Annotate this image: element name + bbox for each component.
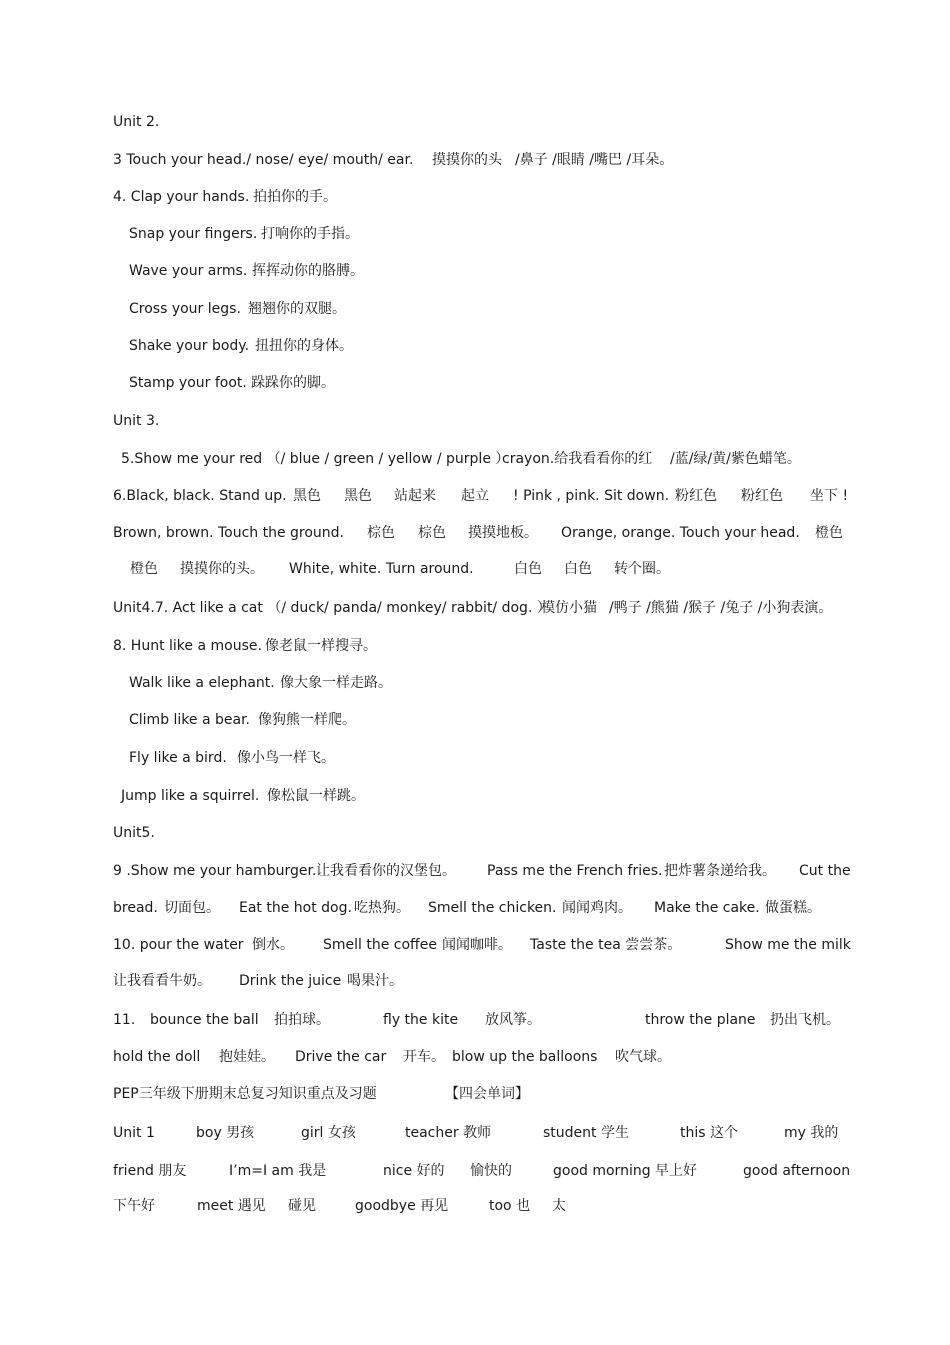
text-segment: meet 遇见 — [197, 1198, 266, 1214]
text-segment: my 我的 — [784, 1125, 839, 1141]
text-segment: 起立 — [461, 488, 489, 504]
text-segment: 开车。 — [403, 1049, 445, 1065]
text-segment: 下午好 — [113, 1198, 155, 1214]
text-segment: 摸摸你的头 — [432, 152, 502, 168]
text-segment: 4. Clap your hands. — [113, 189, 250, 205]
text-segment: ! Pink , pink. Sit down. — [513, 488, 670, 504]
text-segment: Taste the tea 尝尝茶。 — [530, 937, 682, 953]
text-segment: too 也 — [489, 1198, 531, 1214]
text-line — [0, 111, 950, 133]
text-segment: girl 女孩 — [301, 1125, 356, 1141]
text-segment: 碰见 — [288, 1198, 316, 1214]
text-segment: 太 — [552, 1198, 566, 1214]
text-segment: Brown, brown. Touch the ground. — [113, 525, 345, 541]
text-segment: 模仿小猫 — [541, 600, 597, 616]
text-segment: 打响你的手指。 — [261, 226, 359, 242]
text-segment: 抱娃娃。 — [219, 1049, 275, 1065]
text-line — [0, 970, 950, 992]
text-segment: 翘翘你的双腿。 — [248, 301, 346, 317]
text-segment: PEP三年级下册期末总复习知识重点及习题 — [113, 1086, 377, 1102]
text-line — [0, 186, 950, 208]
text-segment: 5.Show me your red （/ blue / green / yellow / purple ） — [121, 451, 510, 467]
text-line — [0, 747, 950, 769]
text-line — [0, 223, 950, 245]
text-segment: Jump like a squirrel. — [121, 788, 260, 804]
text-segment: 11. — [113, 1012, 136, 1028]
text-segment: student 学生 — [543, 1125, 629, 1141]
text-segment: 切面包。 — [164, 900, 220, 916]
text-segment: throw the plane — [645, 1012, 756, 1028]
text-segment: Drive the car — [295, 1049, 387, 1065]
text-segment: 摸摸地板。 — [468, 525, 538, 541]
text-segment: 【四会单词】 — [445, 1086, 529, 1102]
text-line — [0, 335, 950, 357]
text-segment: Walk like a elephant. — [129, 675, 275, 691]
text-segment: 挥挥动你的胳膊。 — [252, 263, 364, 279]
text-line — [0, 1160, 950, 1182]
text-segment: 吃热狗。 — [354, 900, 410, 916]
text-segment: Smell the coffee — [323, 937, 437, 953]
text-segment: this 这个 — [680, 1125, 738, 1141]
text-line — [0, 410, 950, 432]
text-segment: 闻闻鸡肉。 — [562, 900, 632, 916]
text-segment: 像狗熊一样爬。 — [258, 712, 356, 728]
text-segment: Unit4.7. Act like a cat （/ duck/ panda/ monkey/ rabbit/ dog. ） — [113, 600, 551, 616]
text-segment: 做蛋糕。 — [765, 900, 821, 916]
text-line — [0, 709, 950, 731]
text-segment: teacher 教师 — [405, 1125, 492, 1141]
text-line — [0, 149, 950, 171]
text-segment: 跺跺你的脚。 — [251, 375, 335, 391]
text-segment: 白色 — [514, 561, 542, 577]
text-segment: Stamp your foot. — [129, 375, 247, 391]
text-segment: 倒水。 — [252, 937, 294, 953]
text-segment: 棕色 — [367, 525, 395, 541]
text-segment: Unit 3. — [113, 413, 160, 429]
text-segment: Cross your legs. — [129, 301, 241, 317]
text-line — [0, 485, 950, 507]
text-line — [0, 448, 950, 470]
text-line — [0, 260, 950, 282]
text-segment: 把炸薯条递给我。 — [664, 863, 776, 879]
text-segment: Pass me the French fries. — [487, 863, 663, 879]
text-line — [0, 672, 950, 694]
text-line — [0, 897, 950, 919]
text-segment: 10. pour the water — [113, 937, 244, 953]
text-segment: 喝果汁。 — [347, 973, 403, 989]
text-segment: 吹气球。 — [615, 1049, 671, 1065]
text-segment: 粉红色 — [675, 488, 717, 504]
text-segment: 愉快的 — [470, 1163, 512, 1179]
text-segment: 像小鸟一样飞。 — [237, 750, 335, 766]
text-segment: I’m=I am 我是 — [229, 1163, 327, 1179]
text-segment: Shake your body. — [129, 338, 250, 354]
text-line — [0, 372, 950, 394]
text-segment: Eat the hot dog. — [239, 900, 352, 916]
text-segment: 棕色 — [418, 525, 446, 541]
text-segment: blow up the balloons — [452, 1049, 598, 1065]
text-segment: nice 好的 — [383, 1163, 445, 1179]
text-segment: Drink the juice — [239, 973, 342, 989]
text-segment: 3 Touch your head./ nose/ eye/ mouth/ ear. — [113, 152, 414, 168]
text-line — [0, 934, 950, 956]
text-segment: /蓝/绿/黄/紫色蜡笔。 — [670, 451, 801, 467]
text-segment: 白色 — [564, 561, 592, 577]
text-segment: 像松鼠一样跳。 — [267, 788, 365, 804]
text-segment: 站起来 — [394, 488, 436, 504]
text-line — [0, 1195, 950, 1217]
text-segment: 黑色 — [293, 488, 321, 504]
text-segment: Wave your arms. — [129, 263, 248, 279]
text-line — [0, 1122, 950, 1144]
text-line — [0, 558, 950, 580]
text-segment: 让我看看牛奶。 — [113, 973, 211, 989]
text-segment: good morning 早上好 — [553, 1163, 698, 1179]
text-segment: /鸭子 /熊猫 /猴子 /兔子 /小狗表演。 — [609, 600, 833, 616]
text-segment: 扭扭你的身体。 — [255, 338, 353, 354]
text-line — [0, 298, 950, 320]
text-segment: 转个圈。 — [614, 561, 670, 577]
text-segment: 摸摸你的头。 — [180, 561, 264, 577]
text-segment: 让我看看你的汉堡包。 — [316, 863, 456, 879]
text-line — [0, 635, 950, 657]
text-segment: /鼻子 /眼睛 /嘴巴 /耳朵。 — [515, 152, 674, 168]
text-segment: Cut the — [799, 863, 851, 879]
text-line — [0, 860, 950, 882]
text-segment: Show me the milk — [725, 937, 851, 953]
text-segment: friend 朋友 — [113, 1163, 187, 1179]
text-segment: Unit 1 — [113, 1125, 155, 1141]
text-segment: bread. — [113, 900, 158, 916]
text-segment: 扔出飞机。 — [770, 1012, 840, 1028]
text-segment: bounce the ball — [150, 1012, 259, 1028]
text-segment: 像老鼠一样搜寻。 — [265, 638, 377, 654]
text-line — [0, 822, 950, 844]
text-line — [0, 1046, 950, 1068]
text-segment: fly the kite — [383, 1012, 459, 1028]
text-segment: 橙色 — [815, 525, 843, 541]
text-segment: Smell the chicken. — [428, 900, 557, 916]
text-segment: Fly like a bird. — [129, 750, 227, 766]
text-line — [0, 785, 950, 807]
text-segment: Climb like a bear. — [129, 712, 251, 728]
text-segment: 橙色 — [130, 561, 158, 577]
text-segment: Snap your fingers. — [129, 226, 258, 242]
text-segment: 闻闻咖啡。 — [442, 937, 512, 953]
text-segment: crayon.给我看看你的红 — [502, 451, 653, 467]
text-segment: White, white. Turn around. — [289, 561, 474, 577]
text-segment: 拍拍你的手。 — [253, 189, 337, 205]
text-line — [0, 1009, 950, 1031]
text-segment: good afternoon — [743, 1163, 851, 1179]
text-segment: 粉红色 — [741, 488, 783, 504]
text-segment: 坐下 ! — [810, 488, 849, 504]
text-segment: 9 .Show me your hamburger. — [113, 863, 317, 879]
text-segment: 像大象一样走路。 — [280, 675, 392, 691]
text-segment: boy 男孩 — [196, 1125, 255, 1141]
text-segment: goodbye 再见 — [355, 1198, 449, 1214]
text-segment: Unit 2. — [113, 114, 160, 130]
text-segment: Orange, orange. Touch your head. — [561, 525, 800, 541]
text-line — [0, 1083, 950, 1105]
text-segment: 放风筝。 — [485, 1012, 541, 1028]
text-segment: 6.Black, black. Stand up. — [113, 488, 287, 504]
text-segment: Unit5. — [113, 825, 155, 841]
text-line — [0, 522, 950, 544]
text-segment: hold the doll — [113, 1049, 201, 1065]
text-segment: 拍拍球。 — [274, 1012, 330, 1028]
text-line — [0, 597, 950, 619]
text-segment: 黑色 — [344, 488, 372, 504]
text-segment: Make the cake. — [654, 900, 760, 916]
text-segment: 8. Hunt like a mouse. — [113, 638, 262, 654]
